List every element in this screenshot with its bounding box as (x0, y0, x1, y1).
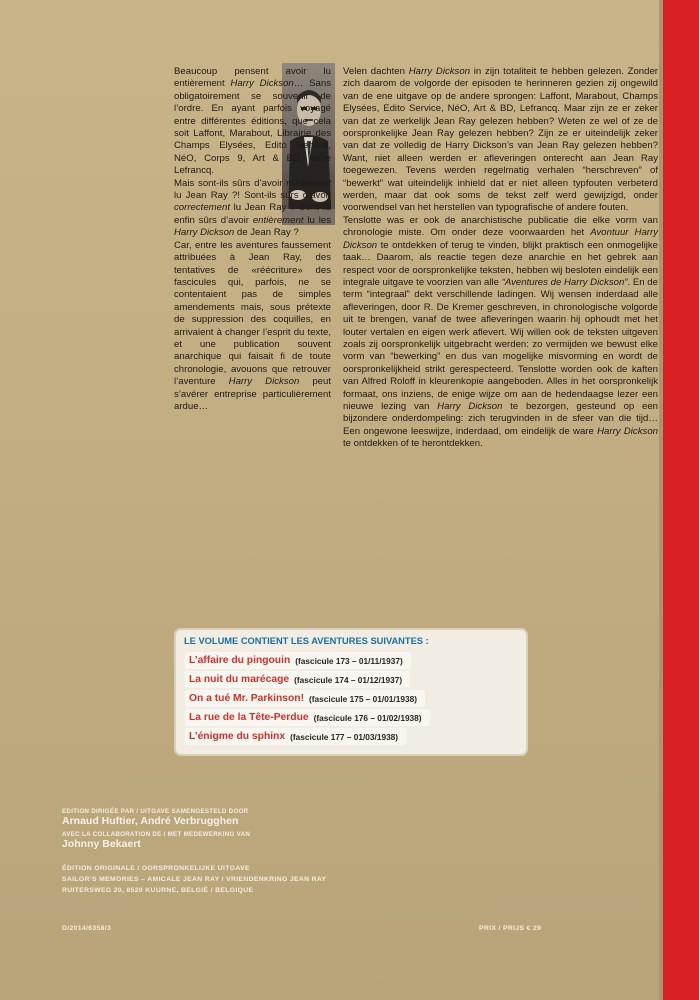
text-em: Harry Dickson (174, 227, 235, 239)
text-em: “Aventures de Harry Dickson” (501, 276, 628, 288)
text-em: Harry Dickson (437, 400, 503, 412)
text: de Jean Ray ? (234, 227, 299, 239)
text: in zijn totaliteit te hebben gelezen. Zonder zich daarom de volgorde der episoden te herinneren gezien zij ongewild van de ene uitgave op de andere sprongen: Laffont, Marabout, Champs Elysées, Edito Service, NéO, Art & BD, Lefrancq. Maar zijn ze er zeker van dat ze werkelijk Jean Ray gelezen hebben? Weten ze wel of ze de oorspronkelijke Jean Ray gelezen hebben? Zijn ze er uiteindelijk zeker van dat ze volledig de Harry Dickson’s van Jean Ray gelezen hebben? Want, niet alleen werden er afleveringen onterecht aan Jean Ray toegewezen. Tevens werden regelmatig verhalen “herschreven” of “bewerkt” wat uiteindelijk inhield dat er niet alleen typfouten verbeterd werden, maar dat ook soms de tekst zelf werd gewijzigd, onder voorwendsel van het herstellen van typografische of andere fouten. (343, 66, 658, 214)
text: peut s’avérer entreprise particulièrement ardue… (174, 376, 331, 412)
dutch-paragraph-2 (343, 215, 658, 451)
fascicule-info: (fascicule 174 – 01/12/1937) (294, 674, 403, 685)
text-em: Harry Dickson (597, 425, 658, 437)
text-em: réellement (286, 177, 331, 189)
text: . En de term “integraal” dekt verschillende ladingen. Wij wensen inderdaad alle afleveringen, door R. De Kremer geschreven, in chronologische volgorde uit te brengen, vanaf de twee afleveringen waarin hij ophoudt met het louter vertalen en eigen werk aflevert. Wij willen ook de teksten uitgeven zoals zij oorspronkelijk uitgebracht werden: zo vermijden we bewust elke vorm van “bewerking” en dus van mogelijke misvorming en wordt de oorspronkelijkheid strikt gerespecteerd. Tenslotte worden ook de kaften van Alfred Roloff in kleurenkopie aangeboden. Alles in het oorspronkelijk formaat, ons inziens, de enige wijze om aan de hedendaagse lezer een nieuwe lezing van (343, 276, 658, 412)
text-em: Harry Dickson (408, 66, 471, 77)
text-em: Harry Dickson (228, 376, 300, 388)
text: lu Jean Ray ? Sont-ils enfin sûrs d’avoir (174, 202, 331, 226)
text: te ontdekken of te herontdekken. (343, 438, 483, 450)
volume-contents-heading: LE VOLUME CONTIENT LES AVENTURES SUIVANTES : (184, 636, 429, 646)
text-em: Harry Dickson (230, 78, 294, 90)
edited-by-label: EDITION DIRIGÉE PAR / UITGAVE SAMENGESTELD DOOR (62, 808, 249, 815)
fascicule-info: (fascicule 173 – 01/11/1937) (295, 655, 403, 666)
text: lu les (303, 214, 332, 226)
original-edition-line: ÉDITION ORIGINALE / OORSPRONKELIJKE UITGAVE (62, 865, 250, 872)
adventure-title: La rue de la Tête-Perdue (189, 712, 309, 723)
price-label: PRIX / PRIJS € 29 (479, 925, 542, 932)
adventure-title: La nuit du marécage (189, 674, 290, 685)
legal-deposit: D/2014/6358/3 (62, 925, 112, 932)
publisher-line: SAILOR’S MEMORIES – AMICALE JEAN RAY / VRIENDENKRING JEAN RAY (62, 876, 327, 883)
adventure-title: L’affaire du pingouin (189, 655, 291, 666)
dutch-paragraph-1 (343, 66, 658, 215)
text: Mais sont-ils sûrs d’avoir (174, 177, 287, 189)
fascicule-info: (fascicule 177 – 01/03/1938) (290, 731, 399, 742)
french-paragraph-3 (174, 240, 331, 414)
text-em: Avontuur Harry Dickson (343, 227, 658, 251)
editors-names: Arnaud Huftier, André Verbrugghen (62, 815, 239, 827)
fascicule-info: (fascicule 175 – 01/01/1938) (309, 693, 417, 704)
text: lu Jean Ray ?! Sont-ils sûrs d’avoir (174, 190, 331, 202)
french-paragraph-1 (174, 66, 331, 178)
volume-item (185, 709, 430, 726)
text: te bezorgen, gesteund op een bijzondere onderdompeling: zich terugvinden in de sfeer van die tijd… Een ongewone leeswijze, inderdaad, om eindelijk de ware (343, 400, 658, 437)
fascicule-info: (fascicule 176 – 01/02/1938) (313, 712, 422, 723)
adventure-title: L’énigme du sphinx (189, 731, 286, 742)
text: Tenslotte was er ook de anarchistische publicatie die elke vorm van chronologie miste. Om onder deze voorwaarden het (343, 214, 658, 239)
text-em: correctement (174, 202, 230, 214)
dutch-text-column (343, 66, 658, 451)
volume-item (185, 652, 411, 669)
text: … Sans obligatoirement se souvenir de l’ordre. En ayant parfois voyagé entre différentes éditions, que cela soit Laffont, Marabout, Librairie des Champs Elysées, Edito Service, NéO, Corps 9, Art & BD, voire Lefrancq. (174, 78, 331, 177)
text: Car, entre les aventures faussement attribuées à Jean Ray, des tentatives de «réécriture» des fascicules qui, parfois, ne se contentaient pas de simples amendements mais, sous prétexte de suppression des coquilles, en arrivaient à changer l’esprit du texte, et une publication souvent anarchique qui faisait fi de toute chronologie, avouons que retrouver l’aventure (174, 239, 331, 388)
volume-item (185, 671, 410, 688)
text: te ontdekken of terug te vinden, blijkt praktisch een onmogelijke taak… Daarom, als reactie tegen deze anarchie en het gebrek aan respect voor de oorspronkelijke teksten, hebben wij besloten eindelijk een integrale uitgave te voorzien van alle (343, 239, 658, 288)
collaborator-name: Johnny Bekaert (62, 838, 141, 850)
collaboration-label: AVEC LA COLLABORATION DE / MET MEDEWERKING VAN (62, 831, 251, 838)
volume-item (185, 728, 406, 745)
text: Beaucoup pensent avoir lu entièrement (174, 66, 331, 90)
volume-item (185, 690, 425, 707)
french-text-column (174, 66, 331, 413)
adventure-title: On a tué Mr. Parkinson! (189, 693, 305, 704)
text-em: entièrement (252, 214, 304, 226)
red-spine-band (663, 0, 699, 1000)
address-line: RUITERSWEG 20, 8520 KUURNE, BELGIË / BELGIQUE (62, 887, 254, 894)
text: Velen dachten (343, 66, 409, 77)
french-paragraph-2 (174, 178, 331, 240)
